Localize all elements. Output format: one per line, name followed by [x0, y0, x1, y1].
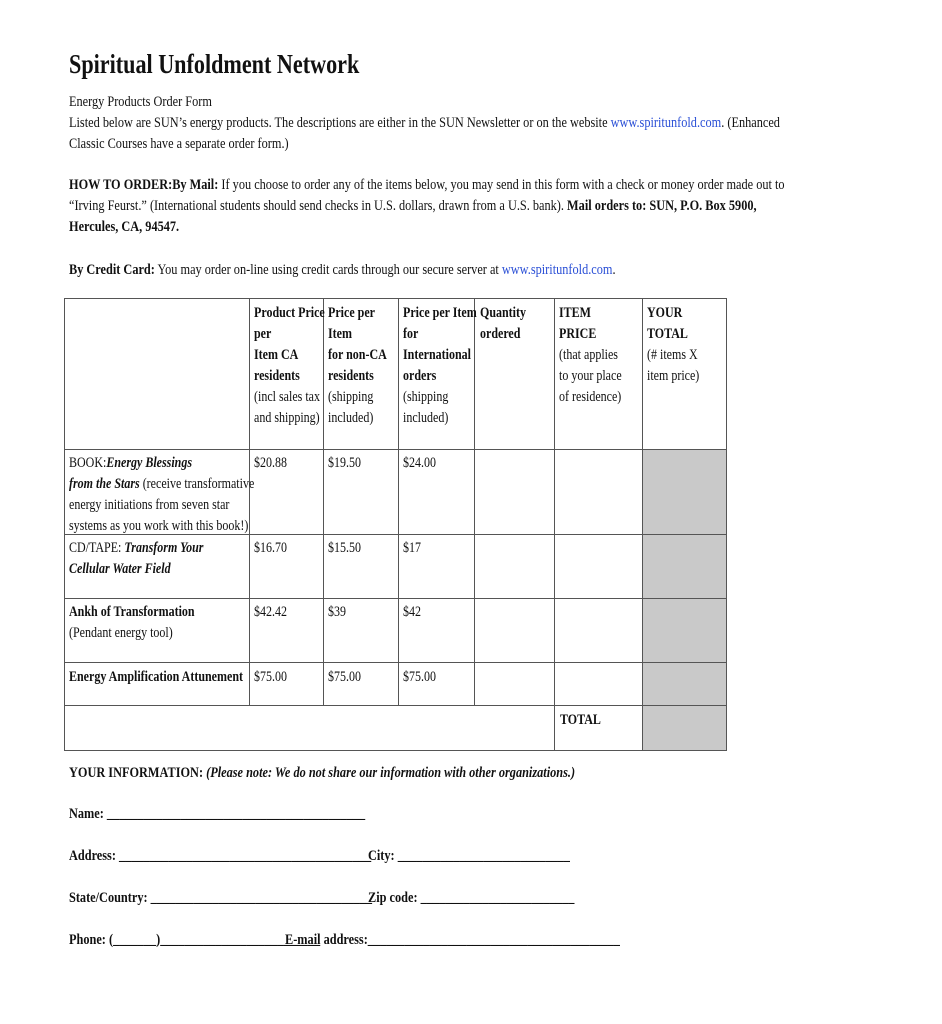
header-your-total: YOUR TOTAL (# items X item price)	[647, 305, 700, 384]
header-item-price: ITEM PRICE (that applies to your place of residence)	[559, 305, 622, 405]
row-ankh-ca-price: $42.42	[254, 604, 287, 620]
how-to-order-line-2: “Irving Feurst.” (International students should send checks in U.S. dollars, drawn from a U.S. bank). Mail orders to: SUN, P.O. Box 5900,	[69, 198, 757, 214]
total-cell-cd	[643, 535, 726, 598]
row-book-name: BOOK:Energy Blessings from the Stars (receive transformative energy initiations from seven star systems as you work with this book!)	[69, 455, 255, 534]
row-ankh-intl-price: $42	[403, 604, 421, 620]
total-cell-book	[643, 450, 726, 534]
order-table	[64, 298, 727, 751]
mail-address: Hercules, CA, 94547.	[69, 219, 180, 235]
header-ca-price: Product Price per Item CA residents (incl sales tax and shipping)	[254, 305, 325, 426]
row-cd-quantity-input[interactable]	[556, 536, 640, 597]
your-information-heading: YOUR INFORMATION: (Please note: We do not share our information with other organizations.)	[69, 765, 576, 781]
row-attunement-quantity-input[interactable]	[556, 664, 640, 704]
row-book-ca-price: $20.88	[254, 455, 287, 471]
row-ankh-name: Ankh of Transformation (Pendant energy tool)	[69, 604, 195, 641]
state-country-field[interactable]: State/Country: ____________________________________	[69, 890, 373, 906]
row-cd-nonca-price: $15.50	[328, 540, 361, 556]
total-cell-ankh	[643, 599, 726, 662]
row-book-nonca-price: $19.50	[328, 455, 361, 471]
address-field[interactable]: Address: _________________________________________	[69, 848, 372, 864]
header-quantity: Quantity ordered	[480, 305, 527, 342]
intro-line-1: Listed below are SUN’s energy products. The descriptions are either in the SUN Newsletter or on the website www.spiritunfold.com. (Enhanced	[69, 115, 780, 131]
row-attunement-intl-price: $75.00	[403, 669, 436, 685]
row-book-quantity-input[interactable]	[556, 451, 640, 533]
total-label: TOTAL	[560, 712, 601, 728]
header-intl-price: Price per Item for International orders (shipping included)	[403, 305, 477, 426]
website-link[interactable]: www.spiritunfold.com	[610, 115, 722, 131]
credit-card-line: By Credit Card: You may order on-line using credit cards through our secure server at www.spiritunfold.com.	[69, 262, 616, 278]
total-cell-attunement	[643, 663, 726, 705]
row-ankh-quantity-input[interactable]	[556, 600, 640, 661]
form-subtitle: Energy Products Order Form	[69, 94, 212, 110]
city-field[interactable]: City: ____________________________	[368, 848, 570, 864]
row-ankh-nonca-price: $39	[328, 604, 346, 620]
grand-total-cell	[643, 706, 726, 750]
how-to-order-line-1: HOW TO ORDER:By Mail: If you choose to order any of the items below, you may send in this form with a check or money order made out to	[69, 177, 785, 193]
page-title: Spiritual Unfoldment Network	[69, 49, 360, 79]
row-cd-name: CD/TAPE: Transform Your Cellular Water Field	[69, 540, 204, 577]
row-attunement-name: Energy Amplification Attunement	[69, 669, 243, 685]
row-attunement-ca-price: $75.00	[254, 669, 287, 685]
email-field[interactable]: E-mail address:_________________________________________	[285, 932, 620, 948]
row-cd-intl-price: $17	[403, 540, 421, 556]
secure-server-link[interactable]: www.spiritunfold.com	[501, 262, 613, 278]
phone-field[interactable]: Phone: (_______)__________________________	[69, 932, 321, 948]
header-nonca-price: Price per Item for non-CA residents (shipping included)	[328, 305, 387, 426]
row-cd-ca-price: $16.70	[254, 540, 287, 556]
zip-code-field[interactable]: Zip code: _________________________	[368, 890, 575, 906]
row-book-intl-price: $24.00	[403, 455, 436, 471]
intro-line-2: Classic Courses have a separate order form.)	[69, 136, 289, 152]
row-attunement-nonca-price: $75.00	[328, 669, 361, 685]
name-field[interactable]: Name: __________________________________________	[69, 806, 366, 822]
